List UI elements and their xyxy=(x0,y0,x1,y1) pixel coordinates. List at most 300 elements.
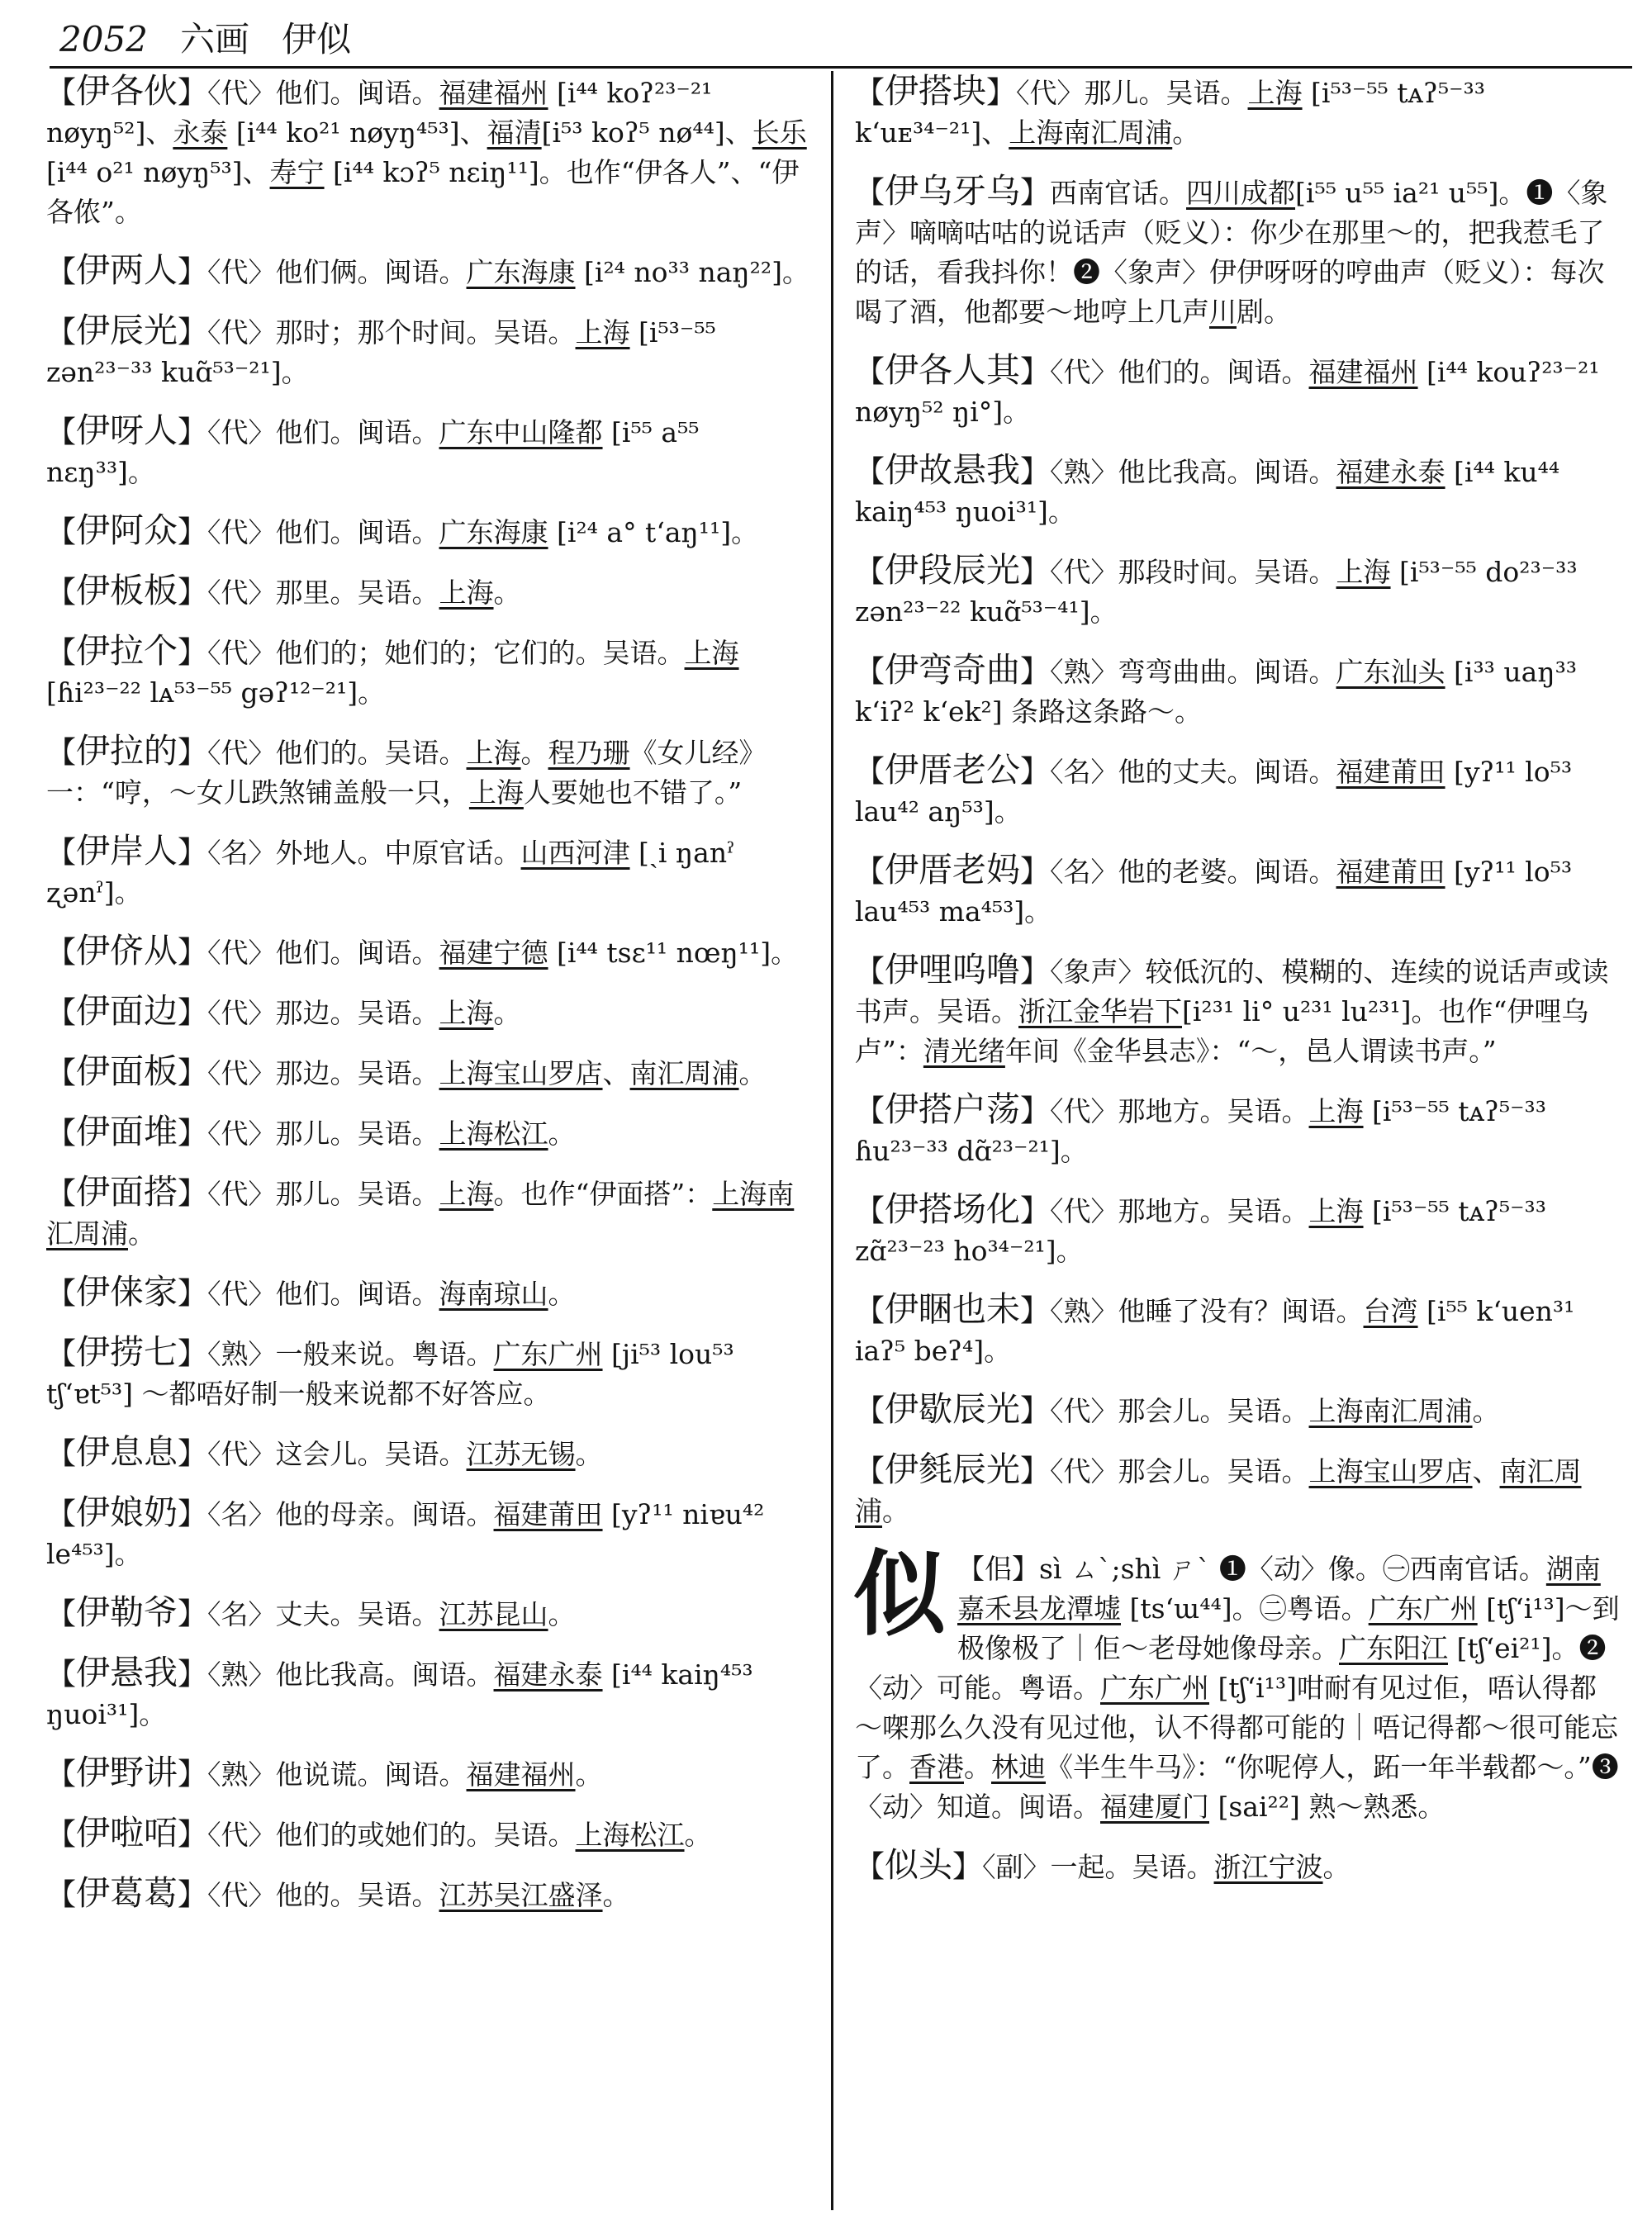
place-name: 台湾 xyxy=(1363,1295,1418,1327)
headword: 伊悬我 xyxy=(76,1653,178,1692)
bracket-open: 【 xyxy=(46,415,77,449)
headword: 伊睏也未 xyxy=(885,1289,1021,1329)
bracket-close: 】 xyxy=(952,1850,983,1884)
definition-text: [i⁵⁵ k‘uen³¹ iaʔ⁵ beʔ⁴]。 xyxy=(855,1295,1575,1367)
headword: 伊啦咟 xyxy=(76,1813,178,1853)
place-name: 山西河津 xyxy=(520,837,630,869)
definition-text: 〈名〉外地人。中原官话。 xyxy=(207,837,521,869)
page-number: 2052 xyxy=(59,19,148,59)
definition-text: 〈代〉那段时间。吴语。 xyxy=(1050,556,1336,588)
dictionary-entry xyxy=(855,171,1623,332)
place-name: 广东海康 xyxy=(439,516,548,548)
headword: 伊面堆 xyxy=(76,1112,178,1151)
headword: 伊段辰光 xyxy=(885,550,1021,590)
definition-text: 〈代〉那会儿。吴语。 xyxy=(1050,1395,1309,1427)
definition-text: 〈代〉那儿。吴语。 xyxy=(207,1117,439,1150)
definition-text: 〈代〉那地方。吴语。 xyxy=(1050,1195,1309,1227)
dictionary-entry xyxy=(46,250,814,292)
bracket-open: 【 xyxy=(46,1177,77,1211)
place-name: 上海 xyxy=(439,997,494,1029)
bracket-open: 【 xyxy=(855,555,885,589)
definition-text: 〈代〉他们。闽语。 xyxy=(207,77,439,109)
place-name: 香港 xyxy=(909,1751,964,1783)
bracket-open: 【 xyxy=(46,316,77,349)
headword: 伊拉个 xyxy=(76,631,178,671)
bracket-close: 】 xyxy=(178,936,208,970)
place-name: 海南琼山 xyxy=(439,1278,548,1310)
place-name: 广东汕头 xyxy=(1336,656,1446,688)
dictionary-entry xyxy=(46,1112,814,1154)
bracket-open: 【 xyxy=(855,1294,885,1328)
definition-text: 〈熟〉他说谎。闽语。 xyxy=(207,1758,467,1791)
headword: 伊息息 xyxy=(76,1432,178,1472)
bracket-open: 【 xyxy=(46,1117,77,1151)
place-name: 江苏吴江盛泽 xyxy=(439,1879,603,1911)
definition-text: 。 xyxy=(1472,1395,1500,1427)
bracket-open: 【 xyxy=(46,1337,77,1371)
definition-text: [tʃ‘ei²¹]。❷〈动〉可能。粤语。 xyxy=(855,1632,1607,1704)
definition-text: 。也作“伊面搭”： xyxy=(493,1178,713,1210)
headword: 伊野讲 xyxy=(76,1753,178,1792)
bracket-close: 】 xyxy=(178,515,208,549)
place-name: 四川成都 xyxy=(1186,177,1296,209)
definition-text: [i⁵³⁻⁵⁵ zən²³⁻³³ kuɑ̃⁵³⁻²¹]。 xyxy=(46,316,716,388)
bracket-open: 【 xyxy=(46,1597,77,1631)
bracket-close: 】 xyxy=(1020,1294,1051,1328)
place-name: 上海 xyxy=(439,576,494,609)
dictionary-entry xyxy=(46,410,814,492)
definition-text: 〈名〉丈夫。吴语。 xyxy=(207,1598,439,1630)
dictionary-entry xyxy=(855,71,1623,153)
definition-text: 〈代〉那儿。吴语。 xyxy=(1016,77,1248,109)
definition-text: [i⁵³⁻⁵⁵ tᴀʔ⁵⁻³³ k‘uᴇ³⁴⁻²¹]、 xyxy=(855,77,1485,149)
headword: 伊搭户荡 xyxy=(885,1089,1021,1129)
definition-text: [i²³¹ li° u²³¹ lu²³¹]。也作“伊哩乌卢”： xyxy=(855,995,1589,1067)
definition-text: 〈代〉他们的。吴语。 xyxy=(207,737,467,769)
bracket-close: 】 xyxy=(178,1878,208,1912)
bracket-close: 】 xyxy=(178,76,208,110)
definition-text: [yʔ¹¹ lo⁵³ lau⁴⁵³ ma⁴⁵³]。 xyxy=(855,856,1573,928)
place-name: 上海松江 xyxy=(439,1117,548,1150)
definition-text: 。 xyxy=(548,1598,576,1630)
bracket-open: 【 xyxy=(855,855,885,889)
definition-text: 〈代〉他们俩。闽语。 xyxy=(207,256,467,288)
definition-text: [i⁵⁵ a⁵⁵ nɛŋ³³]。 xyxy=(46,416,700,488)
place-name: 南汇周浦 xyxy=(855,1455,1582,1527)
place-name: 广东广州 xyxy=(1100,1672,1209,1704)
definition-text: 。 xyxy=(964,1751,991,1783)
definition-text: 〈名〉他的老婆。闽语。 xyxy=(1050,856,1336,888)
bracket-open: 【 xyxy=(855,176,885,210)
bracket-open: 【 xyxy=(46,636,77,670)
dictionary-entry xyxy=(46,1051,814,1094)
headword: 伊葛葛 xyxy=(76,1873,178,1913)
definition-text: 〈熟〉弯弯曲曲。闽语。 xyxy=(1050,656,1336,688)
headword: 伊面边 xyxy=(76,991,178,1031)
place-name: 福清 xyxy=(487,116,542,149)
dictionary-entry xyxy=(46,731,814,813)
definition-text: 。 xyxy=(548,1278,576,1310)
dictionary-entry xyxy=(46,1432,814,1474)
definition-text: 〈代〉那儿。吴语。 xyxy=(207,1178,439,1210)
page-header xyxy=(59,15,1629,64)
bracket-open: 【 xyxy=(46,836,77,870)
definition-text: [i⁴⁴ kouʔ²³⁻²¹ nøyŋ⁵² ŋi°]。 xyxy=(855,356,1600,428)
bracket-open: 【 xyxy=(855,355,885,389)
definition-text: [i³³ uaŋ³³ k‘iʔ² k‘ek²] 条路这条路～。 xyxy=(855,656,1578,728)
bracket-close: 】 xyxy=(178,1497,208,1531)
definition-text: 。 xyxy=(575,1438,603,1470)
definition-text: [tʃ‘i¹³]～到极像极了｜佢～老母她像母亲。 xyxy=(957,1592,1620,1664)
bracket-open: 【 xyxy=(855,76,885,110)
dictionary-entry xyxy=(855,1450,1623,1531)
dictionary-entry xyxy=(46,1753,814,1795)
definition-text: 〈熟〉他比我高。闽语。 xyxy=(1050,456,1336,488)
definition-text: 。 xyxy=(493,997,521,1029)
place-name: 江苏昆山 xyxy=(439,1598,548,1630)
place-name: 浙江金华岩下 xyxy=(1018,995,1182,1027)
bracket-close: 】 xyxy=(178,415,208,449)
character-entry xyxy=(853,1540,1623,1827)
dictionary-entry xyxy=(855,950,1623,1071)
dictionary-entry xyxy=(46,831,814,913)
dictionary-entry xyxy=(855,1089,1623,1171)
bracket-close: 】 xyxy=(1020,1094,1051,1128)
place-name: 上海 xyxy=(468,776,524,809)
dictionary-entry xyxy=(46,1172,814,1254)
definition-text: [i⁴⁴ tsɛ¹¹ nœŋ¹¹]。 xyxy=(548,937,799,969)
dictionary-entry xyxy=(46,1272,814,1314)
bracket-close: 】 xyxy=(178,576,208,610)
headword: 伊乌牙乌 xyxy=(885,171,1021,211)
place-name: 浙江宁波 xyxy=(1213,1851,1323,1883)
bracket-close: 】 xyxy=(178,255,208,289)
dictionary-entry xyxy=(855,1289,1623,1371)
definition-text: 〈代〉那里。吴语。 xyxy=(207,576,439,609)
bracket-open: 【 xyxy=(46,1437,77,1471)
definition-text: 〈副〉一起。吴语。 xyxy=(982,1851,1214,1883)
bracket-open: 【 xyxy=(46,1878,77,1912)
place-name: 广东中山隆都 xyxy=(439,416,603,448)
definition-text: 。 xyxy=(684,1819,712,1851)
headword: 似头 xyxy=(885,1845,953,1885)
definition-text: 《半生牛马》：“你呢停人，跖一年半载都～。”❸〈动〉知道。闽语。 xyxy=(855,1751,1619,1823)
headword: 伊厝老妈 xyxy=(885,850,1021,890)
definition-text: [i⁴⁴ o²¹ nøyŋ⁵³]、 xyxy=(46,156,270,188)
definition-text: 〈名〉他的丈夫。闽语。 xyxy=(1050,756,1336,788)
definition-text: [yʔ¹¹ niɐu⁴² le⁴⁵³]。 xyxy=(46,1498,765,1570)
dictionary-entry xyxy=(46,991,814,1033)
place-name: 上海南汇周浦 xyxy=(46,1178,795,1250)
place-name: 福建永泰 xyxy=(493,1658,603,1691)
bracket-close: 】 xyxy=(1020,955,1051,989)
definition-text: [i⁵³ koʔ⁵ nø⁴⁴]、 xyxy=(541,116,752,149)
definition-text: [i²⁴ no³³ naŋ²²]。 xyxy=(575,256,809,288)
bracket-close: 】 xyxy=(1020,176,1051,210)
bracket-close: 】 xyxy=(986,76,1017,110)
place-name: 永泰 xyxy=(173,116,228,149)
bracket-open: 【 xyxy=(46,1758,77,1791)
definition-text: 、 xyxy=(1472,1455,1500,1487)
definition-text: 〈代〉他们的或她们的。吴语。 xyxy=(207,1819,576,1851)
dictionary-entry xyxy=(46,1813,814,1855)
definition-text: [i²⁴ a° t‘aŋ¹¹]。 xyxy=(548,516,759,548)
bracket-close: 】 xyxy=(178,1177,208,1211)
place-name: 上海 xyxy=(439,1178,494,1210)
definition-text: 。 xyxy=(520,737,548,769)
place-name: 清光绪 xyxy=(923,1035,1005,1067)
dictionary-entry xyxy=(855,850,1623,932)
definition-text: [i⁵³⁻⁵⁵ do²³⁻³³ zən²³⁻²² kuɑ̃⁵³⁻⁴¹]。 xyxy=(855,556,1578,628)
definition-text: 〈代〉那时；那个时间。吴语。 xyxy=(207,316,576,349)
headword: 伊厝老公 xyxy=(885,750,1021,790)
bracket-open: 【 xyxy=(46,736,77,770)
place-name: 福建永泰 xyxy=(1336,456,1446,488)
place-name: 广东海康 xyxy=(466,256,576,288)
definition-text: 〈代〉那地方。吴语。 xyxy=(1050,1095,1309,1127)
headword: 伊各伙 xyxy=(76,71,178,111)
definition-text: 〈代〉他们。闽语。 xyxy=(207,937,439,969)
definition-text: [i⁴⁴ kaiŋ⁴⁵³ ŋuoi³¹]。 xyxy=(46,1658,753,1730)
headword: 伊哩呜噜 xyxy=(885,950,1021,989)
definition-text: [sai²²] 熟～熟悉。 xyxy=(1209,1791,1446,1823)
definition-text: 、 xyxy=(602,1057,630,1089)
headword: 伊面板 xyxy=(76,1051,178,1091)
place-name: 广东阳江 xyxy=(1339,1632,1448,1664)
headword: 伊毵辰光 xyxy=(885,1450,1021,1489)
dictionary-entry xyxy=(46,1592,814,1635)
bracket-close: 】 xyxy=(1020,1394,1051,1428)
dictionary-entry xyxy=(46,311,814,392)
headword: 伊岸人 xyxy=(76,831,178,871)
dictionary-entry xyxy=(855,350,1623,432)
bracket-close: 】 xyxy=(178,1056,208,1090)
place-name: 福建莆田 xyxy=(1336,856,1446,888)
definition-text: 〈熟〉他睡了没有？闽语。 xyxy=(1050,1295,1364,1327)
definition-text: [ˏi ŋanˀ ʐənˀ]。 xyxy=(46,837,735,909)
definition-text: 。 xyxy=(1172,116,1200,149)
column-divider xyxy=(831,71,833,2210)
bracket-close: 】 xyxy=(178,736,208,770)
definition-text: 。 xyxy=(548,1117,576,1150)
definition-text: [i⁴⁴ kɔʔ⁵ nɛiŋ¹¹]。也作“伊各人”、“伊各侬”。 xyxy=(46,156,800,228)
place-name: 福建莆田 xyxy=(493,1498,603,1530)
definition-text: 〈代〉他们。闽语。 xyxy=(207,1278,439,1310)
place-name: 福建厦门 xyxy=(1100,1791,1209,1823)
headword: 伊面搭 xyxy=(76,1172,178,1212)
definition-text: [i⁴⁴ koʔ²³⁻²¹ nøyŋ⁵²]、 xyxy=(46,77,713,149)
definition-text: [i⁴⁴ ku⁴⁴ kaiŋ⁴⁵³ ŋuoi³¹]。 xyxy=(855,456,1560,528)
dictionary-entry xyxy=(855,1845,1623,1887)
dictionary-entry xyxy=(855,450,1623,532)
bracket-open: 【 xyxy=(855,1850,885,1884)
dictionary-entry xyxy=(46,1653,814,1734)
place-name: 上海南汇周浦 xyxy=(1308,1395,1473,1427)
bracket-close: 】 xyxy=(178,636,208,670)
bracket-open: 【 xyxy=(46,1277,77,1311)
dictionary-entry xyxy=(46,1332,814,1414)
dictionary-entry xyxy=(855,750,1623,832)
bracket-open: 【 xyxy=(46,515,77,549)
definition-text: 〈代〉他们的；她们的；它们的。吴语。 xyxy=(207,637,685,669)
bracket-close: 】 xyxy=(1020,355,1051,389)
dictionary-entry xyxy=(46,631,814,713)
bracket-open: 【 xyxy=(855,1454,885,1488)
right-column xyxy=(855,71,1623,1905)
bracket-open: 【 xyxy=(46,1497,77,1531)
bracket-open: 【 xyxy=(46,1818,77,1852)
headword: 伊搭块 xyxy=(885,71,987,111)
bracket-close: 】 xyxy=(1020,455,1051,489)
place-name: 南汇周浦 xyxy=(629,1057,739,1089)
headword: 伊侪从 xyxy=(76,931,178,970)
headword: 伊板板 xyxy=(76,571,178,610)
place-name: 上海 xyxy=(1247,77,1303,109)
bracket-close: 】 xyxy=(178,1117,208,1151)
definition-text: 〈象声〉较低沉的、模糊的、连续的说话声或读书声。吴语。 xyxy=(855,956,1609,1027)
definition-text: [yʔ¹¹ lo⁵³ lau⁴² aŋ⁵³]。 xyxy=(855,756,1573,828)
headword: 伊各人其 xyxy=(885,350,1021,390)
bracket-open: 【 xyxy=(855,1394,885,1428)
headword: 伊呀人 xyxy=(76,410,178,450)
place-name: 上海 xyxy=(1308,1095,1364,1127)
definition-text: [ɦi²³⁻²² lᴀ⁵³⁻⁵⁵ gəʔ¹²⁻²¹]。 xyxy=(46,676,386,709)
headword: 伊故悬我 xyxy=(885,450,1021,490)
bracket-close: 】 xyxy=(1020,1194,1051,1228)
dictionary-entry xyxy=(855,650,1623,732)
headword: 伊娘奶 xyxy=(76,1492,178,1532)
dictionary-entry xyxy=(46,931,814,973)
dictionary-entry xyxy=(46,571,814,613)
definition-text: 。 xyxy=(575,1758,603,1791)
place-name: 长乐 xyxy=(752,116,807,149)
place-name: 上海宝山罗店 xyxy=(439,1057,603,1089)
headword: 伊歇辰光 xyxy=(885,1389,1021,1429)
definition-text: [i⁴⁴ ko²¹ nøyŋ⁴⁵³]、 xyxy=(227,116,487,149)
definition-text: 〈代〉那边。吴语。 xyxy=(207,997,439,1029)
definition-text: 〈代〉那会儿。吴语。 xyxy=(1050,1455,1309,1487)
bracket-close: 】 xyxy=(1020,1454,1051,1488)
headword: 伊弯奇曲 xyxy=(885,650,1021,690)
definition-text: 〈代〉这会儿。吴语。 xyxy=(207,1438,467,1470)
dictionary-entry xyxy=(46,1492,814,1574)
bracket-close: 】 xyxy=(1020,755,1051,789)
bracket-open: 【 xyxy=(855,1194,885,1228)
headword: 伊俫家 xyxy=(76,1272,178,1312)
bracket-open: 【 xyxy=(855,655,885,689)
bracket-close: 】 xyxy=(1020,655,1051,689)
definition-text: 人要她也不错了。” xyxy=(523,776,743,809)
dictionary-entry xyxy=(46,1873,814,1915)
bracket-open: 【 xyxy=(46,1056,77,1090)
definition-text: 年间《金华县志》：“～，邑人谓读书声。” xyxy=(1004,1035,1497,1067)
place-name: 上海宝山罗店 xyxy=(1308,1455,1473,1487)
place-name: 福建福州 xyxy=(1308,356,1418,388)
headword: 伊拉的 xyxy=(76,731,178,771)
place-name: 上海 xyxy=(1336,556,1391,588)
definition-text: 《女儿经》一：“哼，～女儿跌煞铺盖般一只， xyxy=(46,737,767,809)
bracket-open: 【 xyxy=(855,455,885,489)
definition-text: 。 xyxy=(493,576,521,609)
place-name: 上海松江 xyxy=(575,1819,685,1851)
definition-text: [i⁵³⁻⁵⁵ tᴀʔ⁵⁻³³ zɑ̃²³⁻²³ ho³⁴⁻²¹]。 xyxy=(855,1195,1546,1267)
definition-text: [ts‘ɯ⁴⁴]。㊁粤语。 xyxy=(1121,1592,1369,1625)
bracket-close: 】 xyxy=(178,1818,208,1852)
bracket-close: 】 xyxy=(178,1758,208,1791)
place-name: 湖南嘉禾县龙潭墟 xyxy=(957,1553,1601,1625)
bracket-open: 【 xyxy=(46,936,77,970)
guide-words: 伊似 xyxy=(282,19,352,59)
place-name: 福建福州 xyxy=(466,1758,576,1791)
definition-text: [i⁵⁵ u⁵⁵ ia²¹ u⁵⁵]。❶〈象声〉嘀嘀咕咕的说话声（贬义）：你少在那里～的，把我惹毛了的话，看我抖你！❷〈象声〉伊伊呀呀的哼曲声（贬义）：每次喝了酒，他都要～地哼上几声 xyxy=(855,177,1608,328)
bracket-close: 】 xyxy=(178,1658,208,1691)
definition-text: [i⁵³⁻⁵⁵ tᴀʔ⁵⁻³³ ɦu²³⁻³³ dɑ̃²³⁻²¹]。 xyxy=(855,1095,1546,1167)
definition-text: 。 xyxy=(882,1495,909,1527)
bracket-open: 【 xyxy=(46,255,77,289)
dictionary-entry xyxy=(855,550,1623,632)
definition-text: 〈代〉他们的。闽语。 xyxy=(1050,356,1309,388)
place-name: 福建宁德 xyxy=(439,937,548,969)
bracket-close: 】 xyxy=(178,1277,208,1311)
left-column xyxy=(46,71,814,1933)
place-name: 寿宁 xyxy=(269,156,325,188)
definition-text: [tʃ‘i¹³]咁耐有见过佢，唔认得都～㗎那么久没有见过他，认不得都可能的｜唔记得都～很可能忘了。 xyxy=(855,1672,1618,1783)
entry-character: 似 xyxy=(853,1540,946,1649)
headword: 伊两人 xyxy=(76,250,178,290)
definition-text: 〈熟〉他比我高。闽语。 xyxy=(207,1658,494,1691)
header-rule xyxy=(50,66,1632,69)
bracket-open: 【 xyxy=(855,755,885,789)
headword: 伊搭场化 xyxy=(885,1189,1021,1229)
bracket-close: 】 xyxy=(178,996,208,1030)
definition-text: 〈代〉他们。闽语。 xyxy=(207,416,439,448)
definition-text: 剧。 xyxy=(1237,296,1291,328)
definition-text: 〈代〉他的。吴语。 xyxy=(207,1879,439,1911)
definition-text: 西南官话。 xyxy=(1050,177,1187,209)
definition-text: [ji⁵³ lou⁵³ tʃ‘ɐt⁵³] ～都唔好制一般来说都不好答应。 xyxy=(46,1338,734,1410)
bracket-close: 】 xyxy=(178,1337,208,1371)
place-name: 福建莆田 xyxy=(1336,756,1446,788)
definition-text: 〈熟〉一般来说。粤语。 xyxy=(207,1338,494,1370)
place-name: 林迪 xyxy=(991,1751,1046,1783)
bracket-close: 】 xyxy=(178,316,208,349)
definition-text: 〈代〉那边。吴语。 xyxy=(207,1057,439,1089)
bracket-close: 】 xyxy=(178,1597,208,1631)
definition-text: 。 xyxy=(128,1217,155,1250)
place-name: 江苏无锡 xyxy=(466,1438,576,1470)
bracket-open: 【 xyxy=(855,1094,885,1128)
headword: 伊捞七 xyxy=(76,1332,178,1372)
headword: 伊勒爷 xyxy=(76,1592,178,1632)
bracket-open: 【 xyxy=(46,576,77,610)
definition-text: 【佀】sì ㄙˋ;shì ㄕˋ ❶〈动〉像。㊀西南官话。 xyxy=(957,1553,1546,1585)
dictionary-entry xyxy=(855,1389,1623,1431)
place-name: 福建福州 xyxy=(439,77,548,109)
bracket-close: 】 xyxy=(1020,855,1051,889)
bracket-close: 】 xyxy=(1020,555,1051,589)
bracket-open: 【 xyxy=(46,1658,77,1691)
dictionary-entry xyxy=(855,1189,1623,1271)
place-name: 上海 xyxy=(575,316,630,349)
dictionary-entry xyxy=(46,71,814,232)
section-label: 六画 xyxy=(179,19,249,59)
place-name: 上海 xyxy=(1308,1195,1364,1227)
definition-text: 。 xyxy=(738,1057,767,1089)
bracket-open: 【 xyxy=(46,996,77,1030)
bracket-open: 【 xyxy=(46,76,77,110)
definition-text: 。 xyxy=(1322,1851,1351,1883)
place-name: 上海 xyxy=(466,737,521,769)
